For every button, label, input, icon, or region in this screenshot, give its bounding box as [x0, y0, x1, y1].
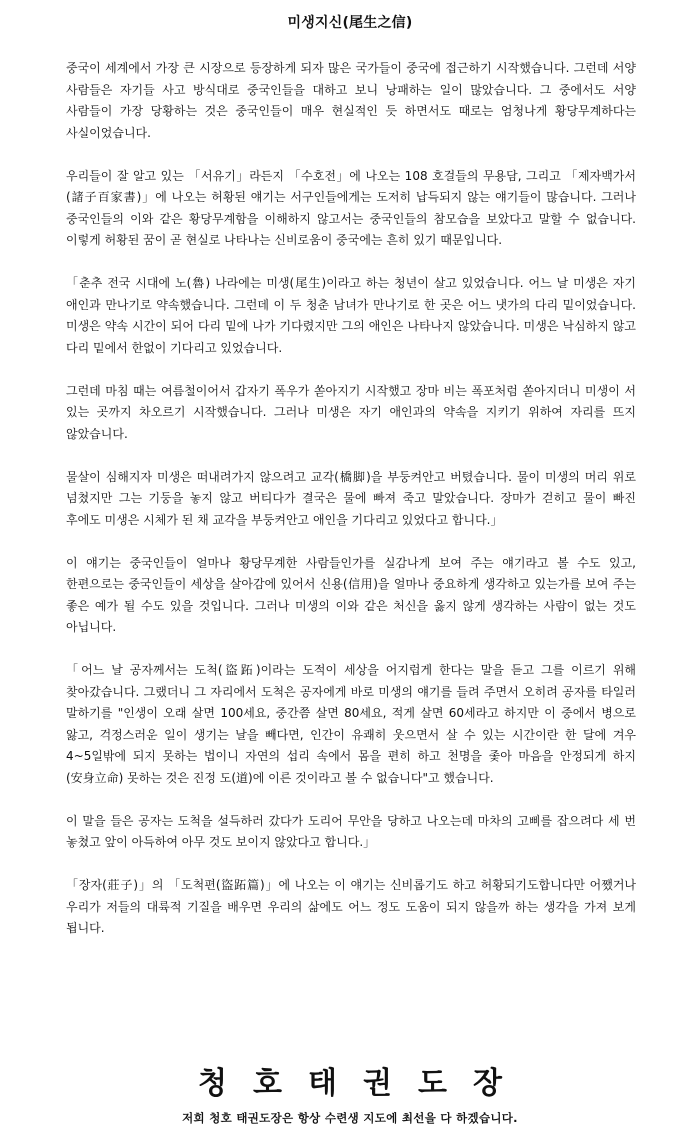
- paragraph-3: 「춘추 전국 시대에 노(魯) 나라에는 미생(尾生)이라고 하는 청년이 살고 있었습니다. 어느 날 미생은 자기 애인과 만나기로 약속했습니다. 그런데 이 두 청춘 남녀가 만나기로 한 곳은 어느 냇가의 다리 밑이었습니다. 미생은 약속 시간이 되어 다리 밑에 나가 기다렸지만 그의 애인은 나타나지 않았습니다. 미생은 낙심하지 않고 다리 밑에서 한없이 기다리고 있었습니다.: [66, 276, 636, 355]
- dojang-name: 청호태권도장: [198, 1066, 528, 1101]
- dojang-tagline: 저희 청호 태권도장은 항상 수련생 지도에 최선을 다 하겠습니다.: [182, 1111, 518, 1125]
- paragraph-5: 물살이 심해지자 미생은 떠내려가지 않으려고 교각(橋脚)을 부둥켜안고 버텼습니다. 물이 미생의 머리 위로 넘쳤지만 그는 기둥을 놓지 않고 버티다가 결국은 물에 빠져 죽고 말았습니다. 장마가 걷히고 물이 빠진 후에도 미생은 시체가 된 채 교각을 부둥켜안고 애인을 기다리고 있었다고 합니다.」: [66, 469, 636, 527]
- document-body: [66, 58, 636, 961]
- paragraph-9: 「장자(莊子)」의 「도척편(盜跖篇)」에 나오는 이 얘기는 신비롭기도 하고 허황되기도합니다만 어쨌거나 우리가 저들의 대륙적 기질을 배우면 우리의 삶에도 어느 정도 도움이 되지 않을까 하는 생각을 가져 보게 됩니다.: [66, 878, 636, 935]
- paragraph-4: 그런데 마침 때는 여름철이어서 갑자기 폭우가 쏟아지기 시작했고 장마 비는 폭포처럼 쏟아지더니 미생이 서 있는 곳까지 차오르기 시작했습니다. 그러나 미생은 자기 애인과의 약속을 지키기 위하여 자리를 뜨지 않았습니다.: [66, 383, 636, 441]
- paragraph-7: 「어느 날 공자께서는 도척(盜跖)이라는 도적이 세상을 어지럽게 한다는 말을 듣고 그를 이르기 위해 찾아갔습니다. 그랬더니 그 자리에서 도척은 공자에게 바로 미생의 얘기를 들려 주면서 오히려 공자를 타일러 말하기를 "인생이 오래 살면 100세요, 중간쯤 살면 80세요, 적게 살면 60세라고 하지만 이 중에서 병으로 앓고, 걱정스러운 일이 생기는 날을 빼다면, 인간이 유쾌히 웃으면서 살 수 있는 시간이란 한 달에 겨우 4~5일밖에 되지 못하는 법이니 자연의 섭리 속에서 몸을 편히 하고 천명을 좇아 마음을 안정되게 하지(安身立命) 못하는 것은 진정 도(道)에 이른 것이라고 볼 수 없습니다"고 했습니다.: [66, 663, 636, 785]
- paragraph-6: 이 얘기는 중국인들이 얼마나 황당무계한 사람들인가를 실감나게 보여 주는 얘기라고 볼 수도 있고, 한편으로는 중국인들이 세상을 살아감에 있어서 신용(信用)을 얼마나 중요하게 생각하고 있는가를 보여 주는 좋은 예가 될 수도 있을 것입니다. 그러나 미생의 이와 같은 처신을 옳지 않게 생각하는 사람이 없는 것도 아닙니다.: [66, 555, 636, 634]
- paragraph-1: 중국이 세계에서 가장 큰 시장으로 등장하게 되자 많은 국가들이 중국에 접근하기 시작했습니다. 그런데 서양 사람들은 자기들 사고 방식대로 중국인들을 대하고 보니 낭패하는 일이 많았습니다. 그 중에서도 서양 사람들이 가장 당황하는 것은 중국인들이 매우 현실적인 듯 하면서도 때로는 엄청나게 황당무계하다는 사실이었습니다.: [66, 61, 636, 140]
- paragraph-8: 이 말을 들은 공자는 도척을 설득하러 갔다가 도리어 무안을 당하고 나오는데 마차의 고삐를 잡으려다 세 번 놓쳤고 앞이 아득하여 아무 것도 보이지 않았다고 합니다.」: [66, 813, 636, 849]
- document-title: 미생지신(尾生之信): [287, 15, 413, 31]
- paragraph-2: 우리들이 잘 알고 있는 「서유기」라든지 「수호전」에 나오는 108 호걸들의 무용담, 그리고 「제자백가서(諸子百家書)」에 나오는 허황된 얘기는 서구인들에게는 도저히 납득되지 않는 얘기들이 많습니다. 그러나 중국인들의 이와 같은 황당무계함을 이해하지 않고서는 중국인들의 참모습을 보았다고 말할 수 없습니다. 이렇게 허황된 꿈이 곧 현실로 나타나는 신비로움이 중국에는 흔히 있기 때문입니다.: [66, 168, 636, 247]
